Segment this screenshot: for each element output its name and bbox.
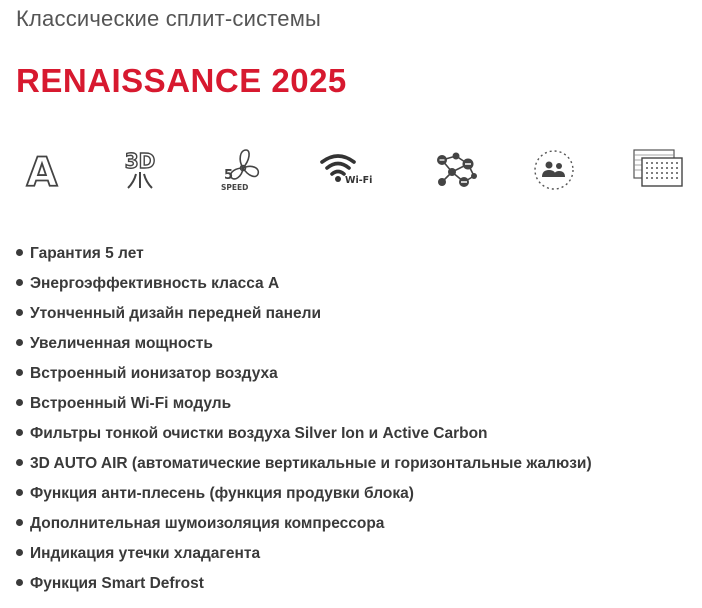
list-item-text: Гарантия 5 лет [30,245,144,262]
bullet-icon [16,519,23,526]
svg-text:Wi-Fi: Wi-Fi [345,175,372,186]
svg-text:A: A [26,150,58,194]
bullet-icon [16,459,23,466]
bullet-icon [16,549,23,556]
energy-class-a-icon [16,146,72,194]
bullet-icon [16,309,23,316]
list-item-text: Встроенный ионизатор воздуха [30,365,278,382]
svg-text:3D: 3D [124,149,156,173]
list-item-text: Функция анти-плесень (функция продувки блока) [30,485,414,502]
list-item-text: Увеличенная мощность [30,335,213,352]
bullet-icon [16,399,23,406]
list-item [16,483,696,513]
list-item [16,273,696,303]
svg-text:5: 5 [224,168,234,183]
bullet-icon [16,489,23,496]
list-item [16,243,696,273]
list-item-text: Функция Smart Defrost [30,575,204,592]
list-item-text: Энергоэффективность класса А [30,275,280,292]
list-item [16,303,696,333]
list-item [16,573,696,603]
follow-me-sensor-icon [528,146,584,194]
list-item-text: Дополнительная шумоизоляция компрессора [30,515,385,532]
list-item-text: 3D AUTO AIR (автоматические вертикальные и горизонтальные жалюзи) [30,455,592,472]
bullet-icon [16,429,23,436]
list-item [16,513,696,543]
list-item-text: Утонченный дизайн передней панели [30,305,322,322]
list-item-text: Встроенный Wi-Fi модуль [30,395,232,412]
list-item [16,393,696,423]
list-item-text: Индикация утечки хладагента [30,545,261,562]
list-item [16,543,696,573]
bullet-icon [16,279,23,286]
fan-5-speed-icon [212,146,268,194]
bullet-icon [16,249,23,256]
feature-list [16,243,696,603]
wifi-icon [316,146,372,194]
svg-text:SPEED: SPEED [221,183,249,192]
bullet-icon [16,339,23,346]
list-item-text: Фильтры тонкой очистки воздуха Silver Ion и Active Carbon [30,425,488,442]
filter-icon [630,146,686,194]
product-title: RENAISSANCE 2025 [16,62,347,99]
3d-airflow-icon [112,146,168,194]
list-item [16,333,696,363]
list-item [16,423,696,453]
list-item [16,363,696,393]
category-subtitle: Классические сплит-системы [16,6,322,31]
list-item [16,453,696,483]
bullet-icon [16,369,23,376]
bullet-icon [16,579,23,586]
ionizer-icon [430,146,486,194]
feature-icons-row [16,146,692,196]
